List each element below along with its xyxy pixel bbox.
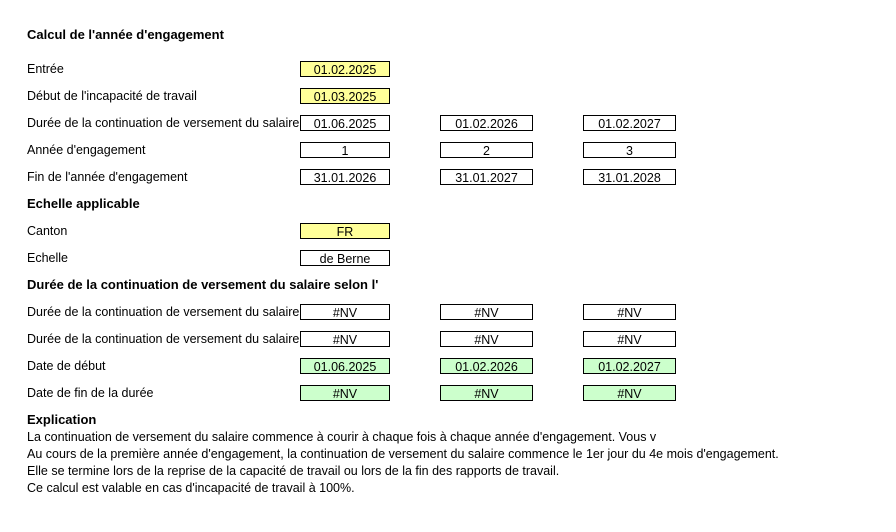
duree-row1-cell-2[interactable]: #NV bbox=[440, 304, 533, 320]
echelle-label: Echelle bbox=[27, 251, 68, 265]
fin-annee-cell-3[interactable]: 31.01.2028 bbox=[583, 169, 676, 185]
date-fin-label: Date de fin de la durée bbox=[27, 386, 154, 400]
annee-engagement-cell-1[interactable]: 1 bbox=[300, 142, 390, 158]
explication-line-1: La continuation de versement du salaire commence à courir à chaque fois à chaque année d'engagement. Vous v bbox=[27, 430, 657, 444]
explication-line-2: Au cours de la première année d'engagement, la continuation de versement du salaire commence le 1er jour du 4e mois d'engagement. bbox=[27, 447, 779, 461]
explication-title: Explication bbox=[27, 412, 97, 427]
entree-input[interactable]: 01.02.2025 bbox=[300, 61, 390, 77]
date-fin-cell-3[interactable]: #NV bbox=[583, 385, 676, 401]
explication-line-4: Ce calcul est valable en cas d'incapacité de travail à 100%. bbox=[27, 481, 355, 495]
duree-row2-cell-2[interactable]: #NV bbox=[440, 331, 533, 347]
annee-engagement-cell-2[interactable]: 2 bbox=[440, 142, 533, 158]
duree-row2-cell-1[interactable]: #NV bbox=[300, 331, 390, 347]
duree-continuation-cell-2[interactable]: 01.02.2026 bbox=[440, 115, 533, 131]
fin-annee-label: Fin de l'année d'engagement bbox=[27, 170, 188, 184]
fin-annee-cell-1[interactable]: 31.01.2026 bbox=[300, 169, 390, 185]
entree-label: Entrée bbox=[27, 62, 64, 76]
duree-row1-cell-3[interactable]: #NV bbox=[583, 304, 676, 320]
canton-label: Canton bbox=[27, 224, 68, 238]
annee-engagement-cell-3[interactable]: 3 bbox=[583, 142, 676, 158]
debut-incapacite-input[interactable]: 01.03.2025 bbox=[300, 88, 390, 104]
date-fin-cell-1[interactable]: #NV bbox=[300, 385, 390, 401]
echelle-cell[interactable]: de Berne bbox=[300, 250, 390, 266]
date-debut-cell-3[interactable]: 01.02.2027 bbox=[583, 358, 676, 374]
duree-row2-cell-3[interactable]: #NV bbox=[583, 331, 676, 347]
duree-row1-cell-1[interactable]: #NV bbox=[300, 304, 390, 320]
duree-row2-label: Durée de la continuation de versement du salaire bbox=[27, 332, 300, 346]
date-debut-cell-1[interactable]: 01.06.2025 bbox=[300, 358, 390, 374]
duree-continuation-label: Durée de la continuation de versement du salaire bbox=[27, 116, 300, 130]
duree-continuation-cell-1[interactable]: 01.06.2025 bbox=[300, 115, 390, 131]
duree-section-title: Durée de la continuation de versement du salaire selon l' bbox=[27, 277, 379, 292]
canton-input[interactable]: FR bbox=[300, 223, 390, 239]
date-debut-cell-2[interactable]: 01.02.2026 bbox=[440, 358, 533, 374]
date-fin-cell-2[interactable]: #NV bbox=[440, 385, 533, 401]
duree-row1-label: Durée de la continuation de versement du salaire bbox=[27, 305, 300, 319]
date-debut-label: Date de début bbox=[27, 359, 106, 373]
echelle-section-title: Echelle applicable bbox=[27, 196, 140, 211]
explication-line-3: Elle se termine lors de la reprise de la capacité de travail ou lors de la fin des rapports de travail. bbox=[27, 464, 560, 478]
fin-annee-cell-2[interactable]: 31.01.2027 bbox=[440, 169, 533, 185]
annee-engagement-label: Année d'engagement bbox=[27, 143, 146, 157]
debut-incapacite-label: Début de l'incapacité de travail bbox=[27, 89, 197, 103]
page-title: Calcul de l'année d'engagement bbox=[27, 27, 224, 42]
duree-continuation-cell-3[interactable]: 01.02.2027 bbox=[583, 115, 676, 131]
